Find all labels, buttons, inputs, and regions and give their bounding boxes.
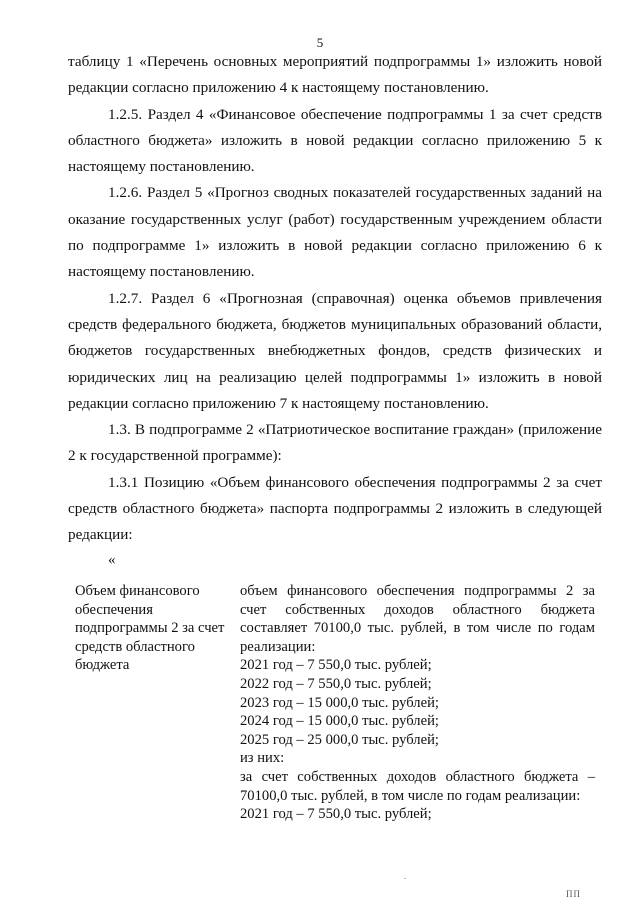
passport-value-line: из них: <box>240 750 285 767</box>
passport-value <box>240 582 595 824</box>
paragraph-1-2-5: 1.2.5. Раздел 4 «Финансовое обеспечение подпрограммы 1 за счет средств областного бюджета» изложить в новой редакции согласно приложению 5 к настоящему постановлению. <box>68 105 602 176</box>
passport-value-line: 2023 год – 15 000,0 тыс. рублей; <box>240 694 439 711</box>
passport-value-line: объем финансового обеспечения подпрограммы 2 за счет собственных доходов областного бюджета составляет 70100,0 тыс. рублей, в том числе по годам реализации: <box>240 583 595 655</box>
passport-value-line: 2021 год – 7 550,0 тыс. рублей; <box>240 806 432 823</box>
paragraph-1-2-6: 1.2.6. Раздел 5 «Прогноз сводных показателей государственных заданий на оказание государственных услуг (работ) государственным учреждением области по подпрограмме 1» изложить в новой редакции согласно приложению 6 к настоящему постановлению. <box>68 184 602 281</box>
paragraph-1-3: 1.3. В подпрограмме 2 «Патриотическое воспитание граждан» (приложение 2 к государственной программе): <box>68 421 602 465</box>
footer-dot: . <box>404 872 406 881</box>
passport-value-line: 2025 год – 25 000,0 тыс. рублей; <box>240 731 439 748</box>
passport-value-line: 2024 год – 15 000,0 тыс. рублей; <box>240 713 439 730</box>
passport-label: Объем финансового обеспечения подпрограммы 2 за счет средств областного бюджета <box>75 583 225 674</box>
paragraph-1-3-1: 1.3.1 Позицию «Объем финансового обеспечения подпрограммы 2 за счет средств областного бюджета» паспорта подпрограммы 2 изложить в следующей редакции: <box>68 473 602 544</box>
paragraph-1-2-7: 1.2.7. Раздел 6 «Прогнозная (справочная) оценка объемов привлечения средств федерального бюджета, бюджетов муниципальных образований области, бюджетов государственных внебюджетных фондов, средств физических и юридических лиц на реализацию целей подпрограммы 1» изложить в новой редакции согласно приложению 7 к настоящему постановлению. <box>68 289 602 412</box>
body-text <box>68 49 602 549</box>
passport-value-line: 2021 год – 7 550,0 тыс. рублей; <box>240 657 432 674</box>
page-number: 5 <box>316 35 324 50</box>
passport-value-line: за счет собственных доходов областного бюджета – 70100,0 тыс. рублей, в том числе по годам реализации: <box>240 768 595 804</box>
passport-value-line: 2022 год – 7 550,0 тыс. рублей; <box>240 675 432 692</box>
footer-mark: ПП <box>566 889 581 899</box>
paragraph-table-1: таблицу 1 «Перечень основных мероприятий подпрограммы 1» изложить новой редакции согласно приложению 4 к настоящему постановлению. <box>68 53 602 97</box>
opening-quote: « <box>108 552 116 568</box>
